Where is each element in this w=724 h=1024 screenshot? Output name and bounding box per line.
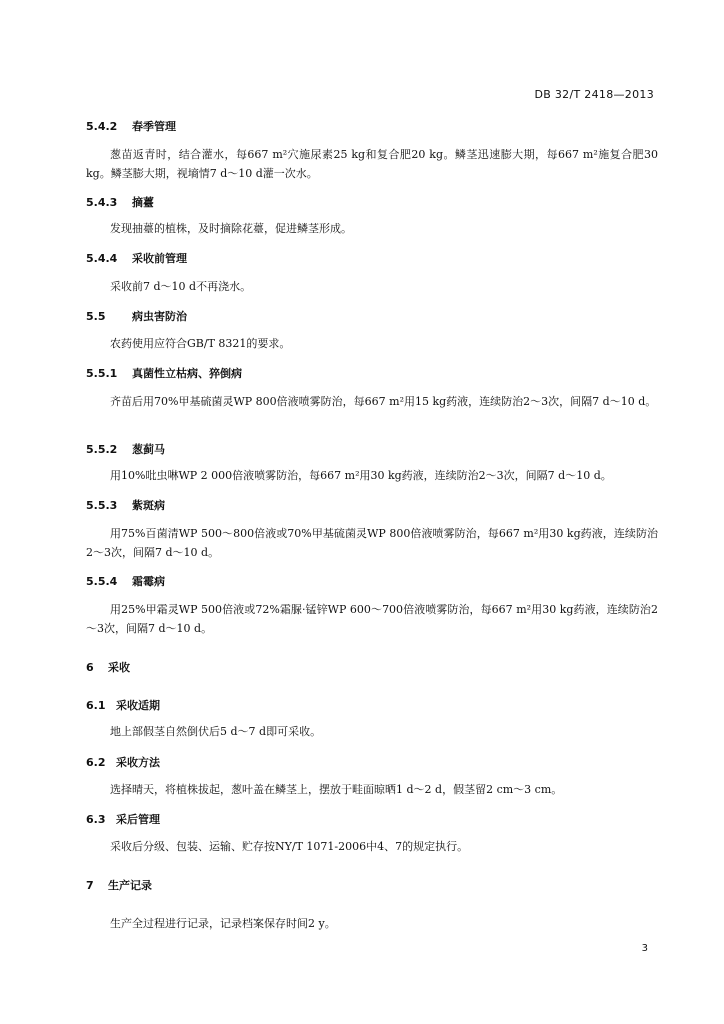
- section-number: 6.2: [86, 756, 106, 769]
- section-heading: [86, 697, 160, 713]
- section-heading: [86, 365, 242, 381]
- section-heading: [86, 441, 165, 457]
- section-heading: [86, 497, 165, 513]
- section-title: 采后管理: [116, 813, 160, 826]
- section-paragraph: 用10%吡虫啉WP 2 000倍液喷雾防治，每667 m²用30 kg药液，连续防治2～3次，间隔7 d～10 d。: [110, 469, 612, 482]
- section-title: 摘薹: [132, 196, 154, 209]
- section-title: 葱蓟马: [132, 443, 165, 456]
- section-title: 春季管理: [132, 120, 176, 133]
- section-number: 6.3: [86, 813, 106, 826]
- section-paragraph: 用75%百菌清WP 500～800倍液或70%甲基硫菌灵WP 800倍液喷雾防治，每667 m²用30 kg药液，连续防治2～3次，间隔7 d～10 d。: [86, 527, 658, 559]
- section-number: 5.4.2: [86, 120, 118, 133]
- chapter-number: 6: [86, 661, 94, 674]
- section-paragraph: 葱苗返青时，结合灌水，每667 m²穴施尿素25 kg和复合肥20 kg。鳞茎迅速膨大期，每667 m²施复合肥30 kg。鳞茎膨大期，视墒情7 d～10 d灌一次水。: [86, 148, 658, 180]
- section-heading: [86, 308, 187, 324]
- section-paragraph: 发现抽薹的植株，及时摘除花薹，促进鳞茎形成。: [110, 222, 352, 235]
- page-number: 3: [641, 943, 648, 954]
- section-paragraph: 选择晴天，将植株拔起，葱叶盖在鳞茎上，摆放于畦面晾晒1 d～2 d，假茎留2 cm～3 cm。: [110, 783, 563, 796]
- section-heading: [86, 573, 165, 589]
- section-heading: [86, 250, 187, 266]
- section-title: 紫斑病: [132, 499, 165, 512]
- section-number: 5.4.4: [86, 252, 118, 265]
- section-heading: [86, 118, 176, 134]
- section-number: 5.5.1: [86, 367, 118, 380]
- section-title: 采收前管理: [132, 252, 187, 265]
- chapter-number: 7: [86, 879, 94, 892]
- section-heading: [86, 194, 154, 210]
- section-heading: [86, 811, 160, 827]
- section-paragraph: 采收前7 d～10 d不再浇水。: [110, 280, 252, 293]
- section-number: 5.5.2: [86, 443, 118, 456]
- section-number: 5.5.3: [86, 499, 118, 512]
- section-title: 霜霉病: [132, 575, 165, 588]
- section-title: 真菌性立枯病、猝倒病: [132, 367, 242, 380]
- section-paragraph: 采收后分级、包装、运输、贮存按NY/T 1071-2006中4、7的规定执行。: [110, 840, 469, 853]
- section-paragraph: 齐苗后用70%甲基硫菌灵WP 800倍液喷雾防治，每667 m²用15 kg药液，连续防治2～3次，间隔7 d～10 d。: [110, 395, 657, 408]
- section-number: 5.4.3: [86, 196, 118, 209]
- chapter-title: 采收: [108, 661, 130, 674]
- document-code: DB 32/T 2418—2013: [534, 88, 654, 101]
- section-title: 采收方法: [116, 756, 160, 769]
- section-number: 5.5.4: [86, 575, 118, 588]
- section-paragraph: 用25%甲霜灵WP 500倍液或72%霜脲·锰锌WP 600～700倍液喷雾防治，每667 m²用30 kg药液，连续防治2～3次，间隔7 d～10 d。: [86, 603, 658, 635]
- section-number: 6.1: [86, 699, 106, 712]
- section-paragraph: 农药使用应符合GB/T 8321的要求。: [110, 337, 291, 350]
- chapter-title: 生产记录: [108, 879, 152, 892]
- chapter-heading: [86, 877, 152, 893]
- section-title: 采收适期: [116, 699, 160, 712]
- section-paragraph: 生产全过程进行记录，记录档案保存时间2 y。: [110, 917, 336, 930]
- section-number: 5.5: [86, 310, 106, 323]
- section-title: 病虫害防治: [132, 310, 187, 323]
- section-paragraph: 地上部假茎自然倒伏后5 d～7 d即可采收。: [110, 725, 322, 738]
- chapter-heading: [86, 659, 130, 675]
- section-heading: [86, 754, 160, 770]
